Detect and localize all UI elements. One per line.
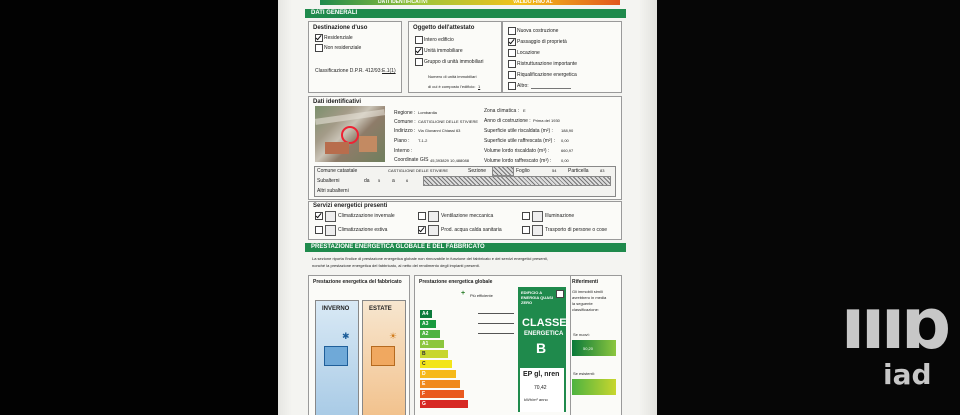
servizio-1: Climatizzazione estiva [338, 227, 388, 233]
paper-shadow-right [639, 0, 657, 415]
top-color-banner [320, 0, 620, 5]
inverno-label: INVERNO [322, 306, 350, 312]
globale-title: Prestazione energetica globale [419, 279, 493, 285]
vol-risc-label: Volume lordo riscaldato (m³) : [484, 148, 550, 154]
numero-unita-label: Numero di unità immobiliari [428, 74, 477, 79]
radiator-icon [325, 211, 336, 222]
class-a2-bar: A2 [420, 330, 440, 338]
subalterni-label: Subalterni [317, 178, 340, 184]
coordinate-label: Coordinate GIS [394, 157, 429, 163]
estate-label: ESTATE [369, 306, 392, 312]
nuovi-indicator [572, 340, 616, 356]
servizi-title: Servizi energetici presenti [313, 203, 388, 209]
locazione-label: Locazione [517, 50, 540, 56]
subalterni-a: a [392, 178, 395, 184]
vol-raff-label: Volume lordo raffrescato (m³) : [484, 158, 552, 164]
composto-value: 1 [478, 84, 481, 89]
non-residenziale-checkbox[interactable] [315, 44, 323, 52]
energy-certificate-page [278, 0, 657, 415]
destinazione-box [308, 21, 402, 93]
house-winter-icon [324, 346, 348, 366]
comune-catastale-value: CASTIGLIONE DELLE STIVIERE [388, 168, 449, 173]
ep-value: 70,42 [534, 385, 547, 391]
top-banner-left: DATI IDENTIFICATIVI [378, 0, 428, 5]
zona-value: E [523, 108, 526, 113]
sezione-label: Sezione [468, 168, 487, 174]
esistenti-label: Se esistenti: [573, 371, 595, 376]
altro-checkbox[interactable] [508, 82, 516, 90]
class-a1-bar: A1 [420, 340, 444, 348]
class-a4-bar: A4 [420, 310, 432, 318]
fabbricato-title: Prestazione energetica del fabbricato [313, 279, 402, 285]
intero-edificio-checkbox[interactable] [415, 36, 423, 44]
riferimenti-text-2: la seguente [572, 301, 593, 306]
classe-value: B [536, 340, 547, 356]
paper-shadow-left [278, 0, 292, 415]
servizio-2: Ventilazione meccanica [441, 213, 494, 219]
particella-label: Particella [568, 168, 589, 174]
subalterni-da: da [364, 178, 370, 184]
non-residenziale-label: Non residenziale [324, 45, 362, 51]
background-right [657, 0, 960, 415]
subalterni-hatched-cells [423, 176, 611, 186]
sup-risc-value: 188,90 [561, 128, 574, 133]
comune-value: CASTIGLIONE DELLE STIVIERE [418, 119, 479, 124]
energia-quasi-zero-label: EDIFICIO A ENERGIA QUASI ZERO [521, 290, 553, 305]
ventilazione-checkbox[interactable] [418, 212, 426, 220]
section-header-general: DATI GENERALI [305, 9, 626, 18]
servizio-0: Climatizzazione invernale [338, 213, 395, 219]
ristrutturazione-checkbox[interactable] [508, 60, 516, 68]
iad-wordmark-icon: iad [883, 358, 932, 391]
gruppo-unita-checkbox[interactable] [415, 58, 423, 66]
class-b-bar: B [420, 350, 448, 358]
vol-raff-value: 0,00 [561, 158, 569, 163]
sup-raff-label: Superficie utile raffrescata (m²) : [484, 138, 556, 144]
oggetto-title: Oggetto dell'attestato [413, 25, 475, 31]
class-g-bar: G [420, 400, 468, 408]
servizio-5: Trasporto di persone o cose [545, 227, 608, 233]
sup-raff-value: 0,00 [561, 138, 569, 143]
house-summer-icon [371, 346, 395, 366]
altro-line [531, 88, 571, 89]
foglio-value: 54 [552, 168, 557, 173]
anno-value: Prima del 1930 [533, 118, 560, 123]
class-f-bar: F [420, 390, 464, 398]
clima-estiva-checkbox[interactable] [315, 226, 323, 234]
riqualificazione-label: Riqualificazione energetica [517, 72, 577, 78]
nuova-costruzione-label: Nuova costruzione [517, 28, 559, 34]
passaggio-proprieta-label: Passaggio di proprietà [517, 39, 567, 45]
estate-panel [362, 300, 406, 415]
locazione-checkbox[interactable] [508, 49, 516, 57]
oggetto-box [408, 21, 502, 93]
class-a3-bar: A3 [420, 320, 436, 328]
satellite-map-image [315, 106, 385, 162]
riferimenti-text-0: Gli immobili simili [572, 289, 603, 294]
nuovi-value: 50,20 [583, 346, 594, 351]
nuova-costruzione-checkbox[interactable] [508, 27, 516, 35]
inverno-panel [315, 300, 359, 415]
subalterni-to: 6 [406, 178, 409, 183]
class-e-bar: E [420, 380, 460, 388]
riferimenti-text-3: classificazione: [572, 307, 599, 312]
intero-edificio-label: Intero edificio [424, 37, 454, 43]
iad-logo-icon: ıııɒ [841, 283, 948, 365]
coordinate-value: 45,393829 10,488088 [430, 158, 469, 163]
regione-value: Lombardia [418, 110, 437, 115]
vol-risc-value: 660,97 [561, 148, 574, 153]
clima-invernale-checkbox[interactable] [315, 212, 323, 220]
acqua-calda-checkbox[interactable] [418, 226, 426, 234]
classificazione-label: Classificazione D.P.R. 412/93: [315, 68, 382, 74]
energetica-label: ENERGETICA [524, 331, 564, 337]
altro-label: Altro: [517, 83, 529, 89]
ep-label: EP gl, nren [523, 371, 560, 378]
sezione-cell [492, 166, 514, 176]
riferimenti-text-1: avrebbero in media [572, 295, 607, 300]
prestazione-desc-2: nonché la prestazione energetica del fabbricato, al netto del rendimento degli impianti presenti. [312, 263, 480, 268]
gruppo-unita-label: Gruppo di unità immobiliari [424, 59, 484, 65]
ristrutturazione-label: Ristrutturazione importante [517, 61, 578, 67]
anno-label: Anno di costruzione : [484, 118, 531, 124]
sup-risc-label: Superficie utile riscaldata (m²) : [484, 128, 553, 134]
residenziale-checkbox[interactable] [315, 34, 323, 42]
comune-catastale-label: Comune catastale [317, 168, 358, 174]
prestazione-desc-1: La sezione riporta l'indice di prestazione energetica globale non rinnovabile in funzione del fabbricato e dei servizi energetici presenti, [312, 256, 548, 261]
riqualificazione-checkbox[interactable] [508, 71, 516, 79]
illuminazione-checkbox[interactable] [522, 212, 530, 220]
classe-label: CLASSE [522, 317, 567, 329]
particella-value: 83 [600, 168, 605, 173]
classificazione-value: E.1(1) [382, 68, 396, 74]
unita-immobiliare-checkbox[interactable] [415, 47, 423, 55]
passaggio-proprieta-checkbox[interactable] [508, 38, 516, 46]
esistenti-indicator [572, 379, 616, 395]
plus-icon: + [461, 290, 466, 297]
light-bulb-icon [532, 211, 543, 222]
subalterni-from: 5 [378, 178, 381, 183]
unita-immobiliare-label: Unità immobiliare [424, 48, 463, 54]
snowflake-icon [325, 225, 336, 236]
comune-label: Comune : [394, 119, 416, 125]
regione-label: Regione : [394, 110, 416, 116]
class-c-bar: C [420, 360, 452, 368]
sun-icon: ☀ [389, 331, 398, 341]
servizio-3: Prod. acqua calda sanitaria [441, 227, 502, 233]
energia-quasi-zero-checkbox[interactable] [556, 290, 564, 298]
water-tap-icon [428, 225, 439, 236]
altri-subalterni-label: Altri subalterni [317, 188, 349, 194]
riferimenti-title: Riferimenti [572, 279, 599, 285]
residenziale-label: Residenziale [324, 35, 353, 41]
zona-label: Zona climatica : [484, 108, 520, 114]
top-banner-right: VALIDO FINO AL [513, 0, 553, 5]
foglio-label: Foglio [516, 168, 530, 174]
piu-efficiente-label: Più efficiente [470, 293, 493, 298]
piano-label: Piano : [394, 138, 410, 144]
class-d-bar: D [420, 370, 456, 378]
background-left [0, 0, 278, 415]
section-header-prestazione: PRESTAZIONE ENERGETICA GLOBALE E DEL FABBRICATO [305, 243, 626, 252]
nuovi-label: Se nuovi: [573, 332, 590, 337]
fan-icon [428, 211, 439, 222]
snowflake-icon: ✱ [342, 331, 350, 341]
elevator-icon [532, 225, 543, 236]
indirizzo-label: Indirizzo : [394, 128, 416, 134]
identificativi-title: Dati identificativi [313, 99, 362, 105]
interno-label: Interno : [394, 148, 413, 154]
piano-value: T-1-2 [418, 138, 428, 143]
composto-label: di cui è composto l'edificio: [428, 84, 476, 89]
indirizzo-value: Via Giovanni Chiassi 63 [418, 128, 461, 133]
trasporto-checkbox[interactable] [522, 226, 530, 234]
servizio-4: Illuminazione [545, 213, 575, 219]
destinazione-title: Destinazione d'uso [313, 25, 368, 31]
ep-unit: kWh/m² anno [524, 397, 548, 402]
